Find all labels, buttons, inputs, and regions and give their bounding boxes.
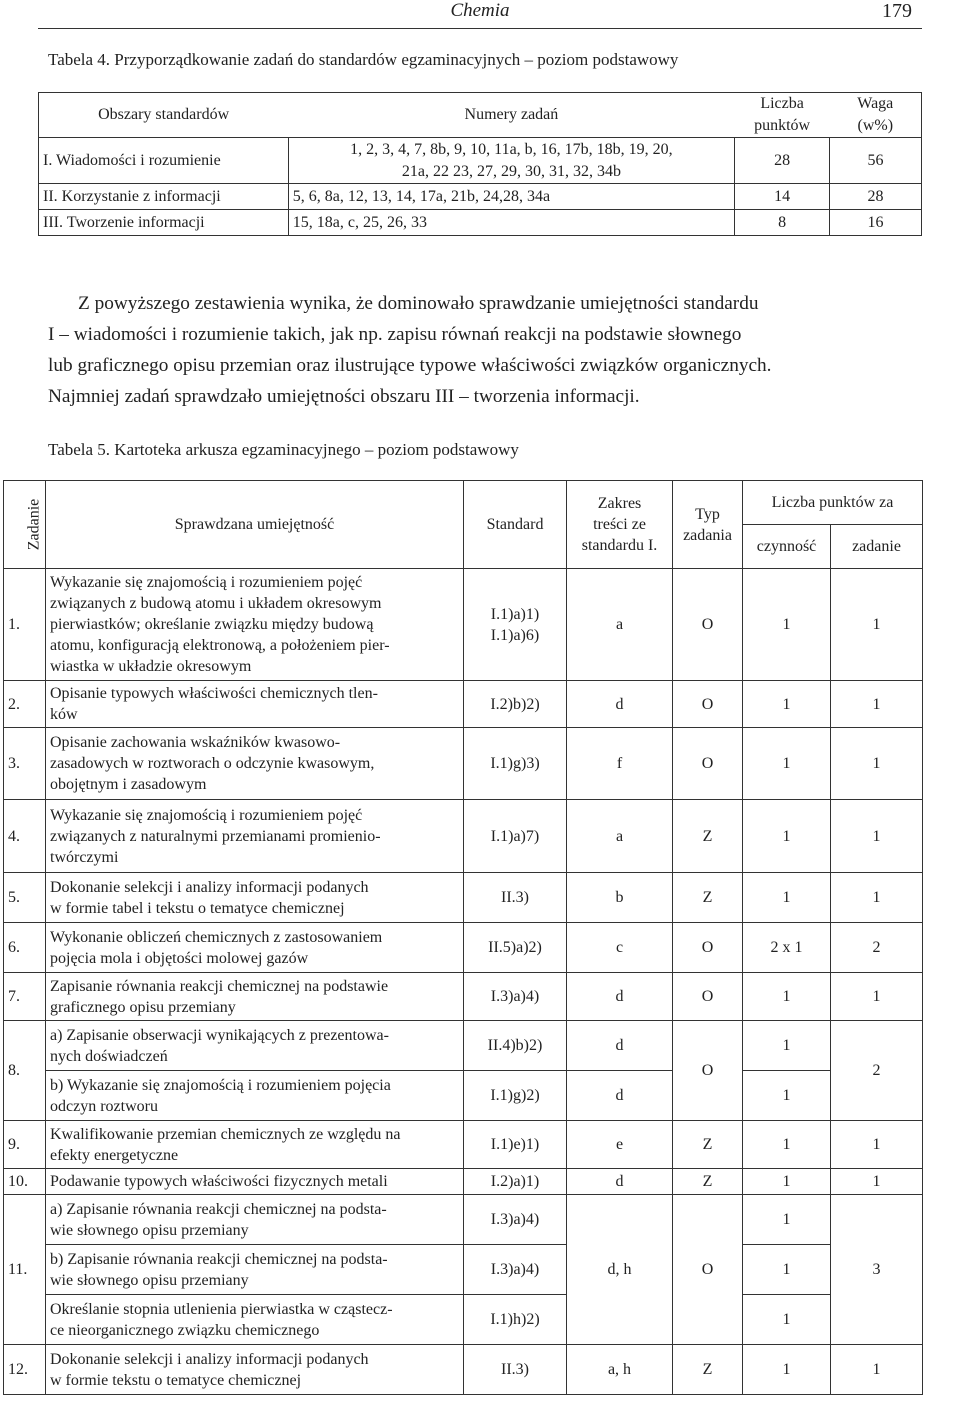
task-number: 11. <box>4 1195 46 1345</box>
skill-cell: Wykazanie się znajomością i rozumieniem pojęć związanych z naturalnymi przemianami promienio- twórczymi <box>46 800 464 873</box>
standard-cell: I.1)g)2) <box>464 1071 567 1121</box>
type-cell: O <box>673 1195 743 1345</box>
area-cell: II. Korzystanie z informacji <box>39 184 289 210</box>
activity-points: 1 <box>743 1169 831 1195</box>
header-scope: Zakres treści ze standardu I. <box>567 481 673 569</box>
task-number: 10. <box>4 1169 46 1195</box>
header-points-for: Liczba punktów za <box>743 481 923 525</box>
task-number: 9. <box>4 1121 46 1169</box>
page-header <box>38 0 922 29</box>
task-points: 1 <box>831 973 923 1021</box>
type-cell: O <box>673 569 743 681</box>
task-points: 1 <box>831 728 923 800</box>
table5 <box>3 480 923 1395</box>
skill-cell: a) Zapisanie obserwacji wynikających z prezentowa- nych doświadczeń <box>46 1021 464 1071</box>
weight-cell: 56 <box>830 138 922 184</box>
task-number: 6. <box>4 923 46 973</box>
task-points: 1 <box>831 1169 923 1195</box>
table4-caption: Tabela 4. Przyporządkowanie zadań do standardów egzaminacyjnych – poziom podstawowy <box>48 50 679 69</box>
paragraph-line: I – wiadomości i rozumienie takich, jak np. zapisu równań reakcji na podstawie słownego <box>48 324 742 345</box>
table-row <box>4 873 923 923</box>
points-cell: 8 <box>735 210 830 236</box>
weight-cell: 16 <box>830 210 922 236</box>
skill-cell: Wykonanie obliczeń chemicznych z zastosowaniem pojęcia mola i objętości molowej gazów <box>46 923 464 973</box>
activity-points: 1 <box>743 1345 831 1395</box>
skill-cell: Opisanie typowych właściwości chemicznych tlen- ków <box>46 681 464 728</box>
scope-cell: d, h <box>567 1195 673 1345</box>
activity-points: 1 <box>743 1295 831 1345</box>
header-task-points: zadanie <box>831 525 923 569</box>
skill-cell: Dokonanie selekcji i analizy informacji podanych w formie tabel i tekstu o tematyce chemicznej <box>46 873 464 923</box>
table4-header <box>39 93 922 138</box>
skill-cell: b) Wykazanie się znajomością i rozumieniem pojęcia odczyn roztworu <box>46 1071 464 1121</box>
activity-points: 1 <box>743 1195 831 1245</box>
scope-cell: d <box>567 681 673 728</box>
task-points: 1 <box>831 1345 923 1395</box>
type-cell: O <box>673 728 743 800</box>
standard-cell: I.1)a)7) <box>464 800 567 873</box>
type-cell: O <box>673 923 743 973</box>
paragraph-line: Z powyższego zestawienia wynika, że dominowało sprawdzanie umiejętności standardu <box>78 293 759 314</box>
paragraph-line: Najmniej zadań sprawdzało umiejętności obszaru III – tworzenia informacji. <box>48 386 640 407</box>
standard-cell: I.1)e)1) <box>464 1121 567 1169</box>
table-row <box>4 728 923 800</box>
scope-cell: b <box>567 873 673 923</box>
activity-points: 1 <box>743 1071 831 1121</box>
activity-points: 1 <box>743 1021 831 1071</box>
task-points: 2 <box>831 923 923 973</box>
task-points: 2 <box>831 1021 923 1121</box>
standard-cell: II.3) <box>464 873 567 923</box>
scope-cell: d <box>567 1169 673 1195</box>
header-skill: Sprawdzana umiejętność <box>46 481 464 569</box>
standard-cell: I.3)a)4) <box>464 973 567 1021</box>
task-number: 1. <box>4 569 46 681</box>
task-number: 5. <box>4 873 46 923</box>
table-row <box>4 1071 923 1121</box>
standard-cell: I.2)a)1) <box>464 1169 567 1195</box>
scope-cell: a <box>567 569 673 681</box>
header-area: Obszary standardów <box>39 93 289 138</box>
activity-points: 2 x 1 <box>743 923 831 973</box>
type-cell: Z <box>673 1121 743 1169</box>
table-row <box>39 184 922 210</box>
summary-paragraph <box>48 288 920 412</box>
header-tasks: Numery zadań <box>288 93 734 138</box>
task-number: 2. <box>4 681 46 728</box>
standard-cell: I.2)b)2) <box>464 681 567 728</box>
table-row <box>4 1021 923 1071</box>
table-row <box>4 1195 923 1245</box>
points-cell: 28 <box>735 138 830 184</box>
activity-points: 1 <box>743 681 831 728</box>
scope-cell: a <box>567 800 673 873</box>
tasks-cell: 15, 18a, c, 25, 26, 33 <box>288 210 734 236</box>
subject-title: Chemia <box>450 0 510 21</box>
scope-cell: a, h <box>567 1345 673 1395</box>
scope-cell: f <box>567 728 673 800</box>
task-points: 1 <box>831 569 923 681</box>
standard-cell: II.4)b)2) <box>464 1021 567 1071</box>
task-number: 8. <box>4 1021 46 1121</box>
scope-cell: d <box>567 973 673 1021</box>
table-row <box>39 210 922 236</box>
tasks-cell: 1, 2, 3, 4, 7, 8b, 9, 10, 11a, b, 16, 17b, 18b, 19, 20, 21a, 22 23, 27, 29, 30, 31, 32, 34b <box>288 138 734 184</box>
weight-cell: 28 <box>830 184 922 210</box>
points-cell: 14 <box>735 184 830 210</box>
table-row <box>4 681 923 728</box>
table5-caption: Tabela 5. Kartoteka arkusza egzaminacyjnego – poziom podstawowy <box>48 440 519 459</box>
table-row <box>4 1121 923 1169</box>
scope-cell: c <box>567 923 673 973</box>
activity-points: 1 <box>743 973 831 1021</box>
skill-cell: Zapisanie równania reakcji chemicznej na podstawie graficznego opisu przemiany <box>46 973 464 1021</box>
activity-points: 1 <box>743 728 831 800</box>
header-weight: Waga (w%) <box>830 93 922 138</box>
task-points: 1 <box>831 1121 923 1169</box>
standard-cell: I.3)a)4) <box>464 1245 567 1295</box>
table-row <box>4 800 923 873</box>
type-cell: O <box>673 1021 743 1121</box>
tasks-cell: 5, 6, 8a, 12, 13, 14, 17a, 21b, 24,28, 34a <box>288 184 734 210</box>
header-standard: Standard <box>464 481 567 569</box>
activity-points: 1 <box>743 1121 831 1169</box>
table-row <box>4 1345 923 1395</box>
standard-cell: I.1)h)2) <box>464 1295 567 1345</box>
activity-points: 1 <box>743 873 831 923</box>
skill-cell: Wykazanie się znajomością i rozumieniem pojęć związanych z budową atomu i układem okresowym pierwiastków; określanie związku między budową atomu, konfiguracją elektronową, a położeniem pier- wiastka w układzie okresowym <box>46 569 464 681</box>
skill-cell: a) Zapisanie równania reakcji chemicznej na podsta- wie słownego opisu przemiany <box>46 1195 464 1245</box>
task-points: 1 <box>831 800 923 873</box>
type-cell: O <box>673 681 743 728</box>
standard-cell: I.1)g)3) <box>464 728 567 800</box>
skill-cell: Dokonanie selekcji i analizy informacji podanych w formie tekstu o tematyce chemicznej <box>46 1345 464 1395</box>
type-cell: Z <box>673 1345 743 1395</box>
task-number: 3. <box>4 728 46 800</box>
skill-cell: Opisanie zachowania wskaźników kwasowo- zasadowych w roztworach o odczynie kwasowym, obojętnym i zasadowym <box>46 728 464 800</box>
task-points: 3 <box>831 1195 923 1345</box>
header-points: Liczba punktów <box>735 93 830 138</box>
task-points: 1 <box>831 681 923 728</box>
scope-cell: d <box>567 1071 673 1121</box>
table-row <box>4 923 923 973</box>
scope-cell: d <box>567 1021 673 1071</box>
header-activity: czynność <box>743 525 831 569</box>
paragraph-line: lub graficznego opisu przemian oraz ilustrujące typowe właściwości związków organicznych. <box>48 355 772 376</box>
task-points: 1 <box>831 873 923 923</box>
area-cell: III. Tworzenie informacji <box>39 210 289 236</box>
task-number: 4. <box>4 800 46 873</box>
page-number: 179 <box>882 0 912 22</box>
scope-cell: e <box>567 1121 673 1169</box>
task-number: 7. <box>4 973 46 1021</box>
table-row <box>4 1169 923 1195</box>
header-type: Typ zadania <box>673 481 743 569</box>
standard-cell: II.5)a)2) <box>464 923 567 973</box>
type-cell: Z <box>673 1169 743 1195</box>
table-row <box>39 138 922 184</box>
skill-cell: b) Zapisanie równania reakcji chemicznej na podsta- wie słownego opisu przemiany <box>46 1245 464 1295</box>
table-row <box>4 569 923 681</box>
area-cell: I. Wiadomości i rozumienie <box>39 138 289 184</box>
header-task: Zadanie <box>4 481 46 569</box>
skill-cell: Kwalifikowanie przemian chemicznych ze względu na efekty energetyczne <box>46 1121 464 1169</box>
standard-cell: I.3)a)4) <box>464 1195 567 1245</box>
activity-points: 1 <box>743 1245 831 1295</box>
type-cell: O <box>673 973 743 1021</box>
table-row <box>4 973 923 1021</box>
table-row <box>4 1295 923 1345</box>
skill-cell: Podawanie typowych właściwości fizycznych metali <box>46 1169 464 1195</box>
table4 <box>38 92 922 236</box>
skill-cell: Określanie stopnia utlenienia pierwiastka w cząstecz- ce nieorganicznego związku chemicznego <box>46 1295 464 1345</box>
type-cell: Z <box>673 873 743 923</box>
type-cell: Z <box>673 800 743 873</box>
table-row <box>4 1245 923 1295</box>
task-number: 12. <box>4 1345 46 1395</box>
standard-cell: I.1)a)1) I.1)a)6) <box>464 569 567 681</box>
standard-cell: II.3) <box>464 1345 567 1395</box>
activity-points: 1 <box>743 800 831 873</box>
activity-points: 1 <box>743 569 831 681</box>
table5-header-row1 <box>4 481 923 525</box>
